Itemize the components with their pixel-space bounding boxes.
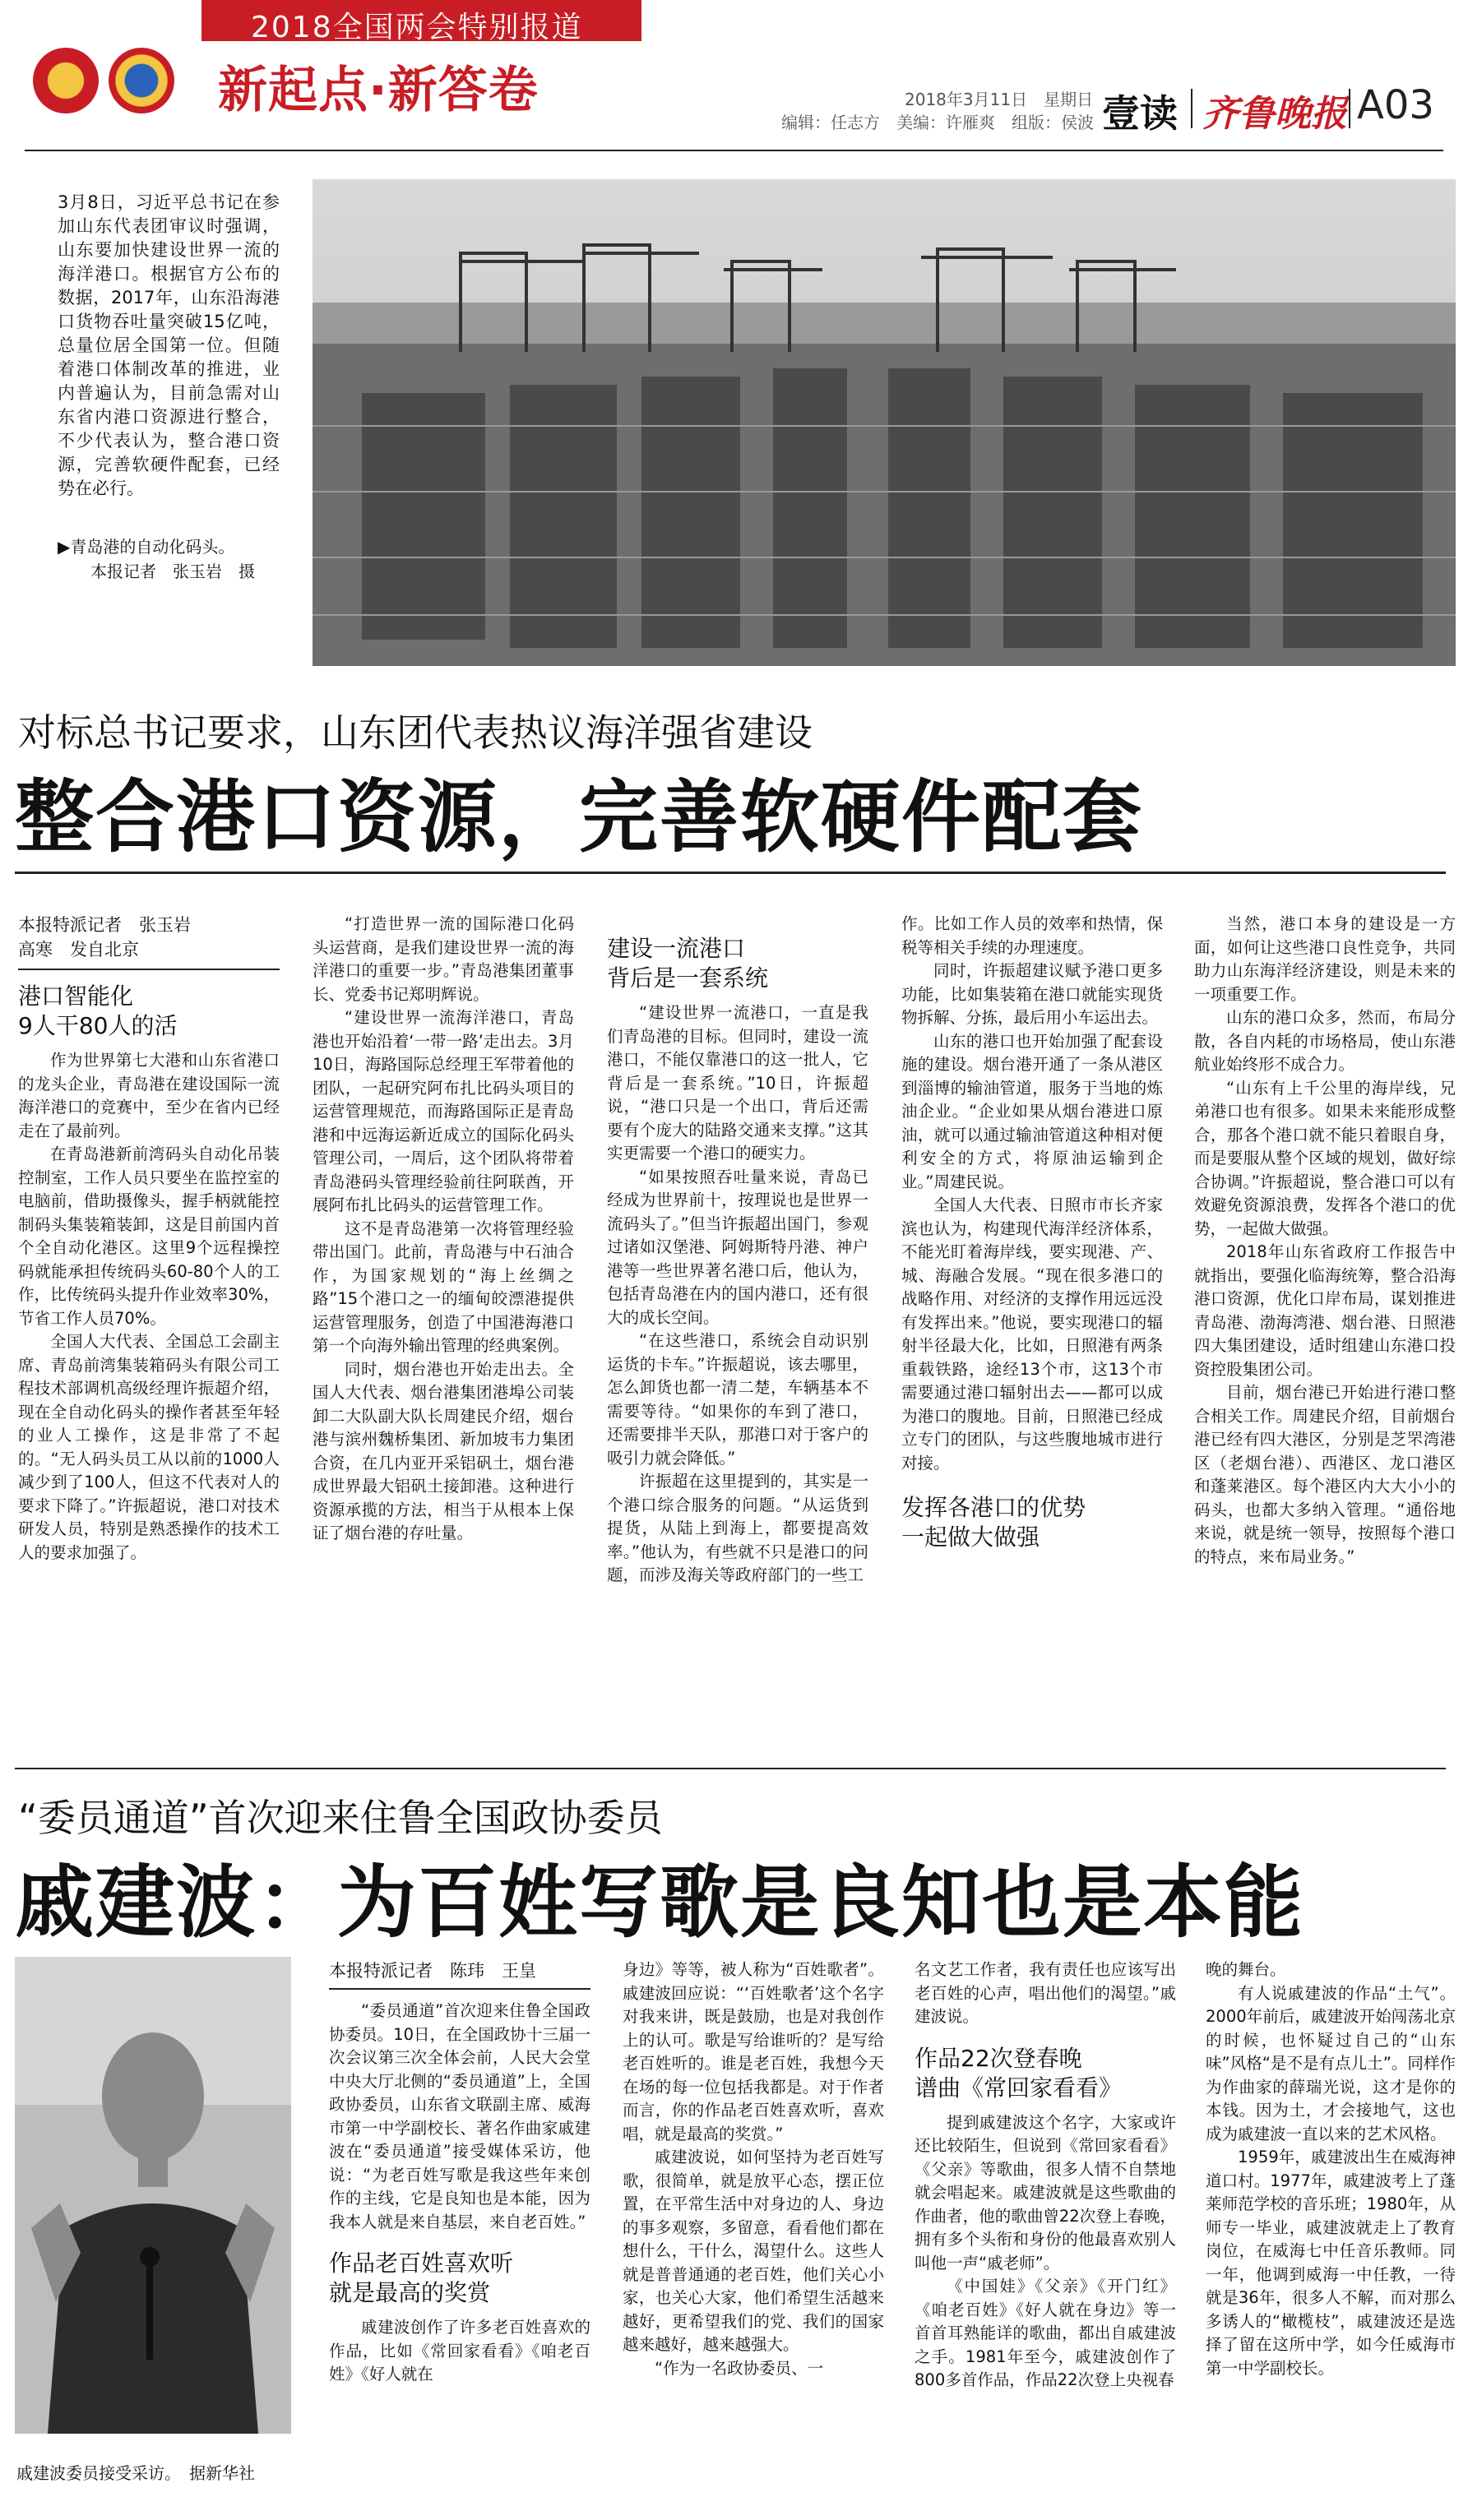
story1-column-2 — [313, 913, 574, 1546]
section-label: 壹读 — [1102, 91, 1178, 136]
paragraph: “如果按照吞吐量来说，青岛已经成为世界前十，按理说也是世界一流码头了。”但当许振超出国门，参观过诸如汉堡港、阿姆斯特丹港、神户港等一些世界著名港口后，他认为，包括青岛港在内的国内港口，还有很大的成长空间。 — [607, 1167, 868, 1327]
subhead — [18, 982, 280, 1041]
story1-column-1 — [18, 913, 280, 1565]
story-separator — [15, 1768, 1446, 1769]
story2-column-2 — [623, 1958, 884, 2380]
subhead-line: 作品老百姓喜欢听 — [329, 2250, 514, 2277]
paragraph: 全国人大代表、日照市市长齐家滨也认为，构建现代海洋经济体系，不能光盯着海岸线，要实现港、产、城、海融合发展。“现在很多港口的战略作用、对经济的支撑作用远远没有发挥出来。”他说，要实现港口的辐射半径最大化，比如，日照港有两条重载铁路，途经13个市，这13个市需要通过港口辐射出去——都可以成为港口的腹地。目前，日照港已经成立专门的团队，与这些腹地城市进行对接。 — [901, 1195, 1163, 1473]
paragraph: 目前，烟台港已开始进行港口整合相关工作。周建民介绍，目前烟台港已经有四大港区，分别是芝罘湾港区（老烟台港）、西港区、龙口港区和蓬莱港区。每个港区内大大小小的码头，也都大多纳入管理。“通俗地来说，就是统一领导，按照每个港口的特点，来布局业务。” — [1194, 1383, 1456, 1566]
headline-rule — [15, 872, 1446, 874]
subhead — [329, 2249, 590, 2308]
subhead-line: 发挥各港口的优势 — [901, 1494, 1086, 1521]
banner-title: 2018全国两会特别报道 — [251, 11, 583, 44]
portrait-photo — [15, 1957, 291, 2434]
paragraph: 有人说戚建波的作品“土气”。2000年前后，戚建波开始闯荡北京的时候，也怀疑过自己的“山东味”风格“是不是有点儿土”。同样作为作曲家的薛瑞光说，这才是你的本钱。因为土，才会接地气，这也成为戚建波一直以来的艺术风格。 — [1206, 1983, 1456, 2143]
photo-caption-text: ▶青岛港的自动化码头。 — [58, 537, 235, 557]
byline: 本报特派记者 陈玮 王皇 — [329, 1961, 536, 1981]
byline: 高寒 发自北京 — [18, 940, 139, 959]
subhead-line: 背后是一套系统 — [607, 964, 769, 992]
paragraph: 《中国娃》《父亲》《开门红》《咱老百姓》《好人就在身边》等一首首耳熟能详的歌曲，都出自戚建波之手。1981年至今，戚建波创作了800多首作品，作品22次登上央视春 — [915, 2277, 1176, 2389]
paragraph: “作为一名政协委员、一 — [655, 2358, 824, 2378]
story1-column-3 — [607, 913, 868, 1588]
story1-headline: 整合港口资源，完善软硬件配套 — [15, 771, 1143, 863]
paragraph: “委员通道”首次迎来住鲁全国政协委员。10日，在全国政协十三届一次会议第三次全体会前，人民大会堂中央大厅北侧的“委员通道”上，全国政协委员，山东省文联副主席、威海市第一中学副校长、著名作曲家戚建波在“委员通道”接受媒体采访，他说：“为老百姓写歌是我这些年来创作的主线，它是良知也是本能，因为我本人就是来自基层，来自老百姓。” — [329, 2001, 590, 2231]
story2-headline: 戚建波：为百姓写歌是良知也是本能 — [15, 1856, 1304, 1949]
paragraph: 作。比如工作人员的效率和热情，保税等相关手续的办理速度。 — [901, 914, 1163, 957]
masthead-divider — [1191, 89, 1192, 128]
paragraph: 戚建波创作了许多老百姓喜欢的作品，比如《常回家看看》《咱老百姓》《好人就在 — [329, 2318, 590, 2384]
issue-date: 2018年3月11日 星期日 — [905, 90, 1094, 109]
subhead-line: 9人干80人的活 — [18, 1012, 178, 1039]
subhead-line: 建设一流港口 — [607, 935, 746, 962]
paragraph: 山东的港口众多，然而，布局分散，各自内耗的市场格局，使山东港航业始终形不成合力。 — [1194, 1008, 1456, 1074]
port-photo — [313, 179, 1456, 666]
paragraph: 山东的港口也开始加强了配套设施的建设。烟台港开通了一条从港区到淄博的输油管道，服务于当地的炼油企业。“企业如果从烟台港进口原油，就可以通过输油管道这种相对便利安全的方式，将原油运输到企业。”周建民说。 — [901, 1031, 1163, 1191]
paragraph: 全国人大代表、全国总工会副主席、青岛前湾集装箱码头有限公司工程技术部调机高级经理许振超介绍，现在全自动化码头的操作者甚至年轻的业人工操作，这是非常了不起的。“无人码头员工从以前的1000人减少到了100人，但这不代表对人的要求下降了。”许振超说，港口对技术研发人员，特别是熟悉操作的技术工人的要求加强了。 — [18, 1332, 280, 1562]
lead-intro: 3月8日，习近平总书记在参加山东代表团审议时强调，山东要加快建设世界一流的海洋港口。根据官方公布的数据，2017年，山东沿海港口货物吞吐量突破15亿吨，总量位居全国第一位。但随着港口体制改革的推进，业内普遍认为，目前急需对山东省内港口资源进行整合，不少代表认为，整合港口资源，完善软硬件配套，已经势在必行。 — [58, 192, 280, 498]
paragraph: “在这些港口，系统会自动识别运货的卡车。”许振超说，该去哪里，怎么卸货也都一清二楚，车辆基本不需要等待。“如果你的车到了港口，还需要排半天队，那港口对于客户的吸引力就会降低。” — [607, 1331, 868, 1468]
subhead — [915, 2044, 1176, 2103]
paragraph: 这不是青岛港第一次将管理经验带出国门。此前，青岛港与中石油合作，为国家规划的“海上丝绸之路”15个港口之一的缅甸皎漂港提供运营管理服务，创造了中国港海港口第一个向海外输出管理的经典案例。 — [313, 1218, 574, 1355]
photo-caption — [58, 534, 288, 584]
paragraph: 当然，港口本身的建设是一方面，如何让这些港口良性竞争，共同助力山东海洋经济建设，则是未来的一项重要工作。 — [1194, 914, 1456, 1004]
paragraph: 提到戚建波这个名字，大家或许还比较陌生，但说到《常回家看看》《父亲》等歌曲，很多人情不自禁地就会唱起来。戚建波就是这些歌曲的作曲者，他的歌曲曾22次登上春晚，拥有多个头衔和身份的他最喜欢别人叫他一声“戚老师”。 — [915, 2112, 1176, 2273]
paragraph: 作为世界第七大港和山东省港口的龙头企业，青岛港在建设国际一流海洋港口的竞赛中，至少在省内已经走在了最前列。 — [18, 1051, 280, 1140]
story2-kicker: “委员通道”首次迎来住鲁全国政协委员 — [18, 1796, 663, 1840]
paragraph: “打造世界一流的国际港口化码头运营商，是我们建设世界一流的海洋港口的重要一步。”青岛港集团董事长、党委书记郑明辉说。 — [313, 914, 574, 1004]
paragraph: “山东有上千公里的海岸线，兄弟港口也有很多。如果未来能形成整合，那各个港口就不能只着眼自身，而是要服从整个区域的规划，做好综合协调。”许振超说，整合港口可以有效避免资源浪费，发挥各个港口的优势，一起做大做强。 — [1194, 1078, 1456, 1238]
paragraph: 许振超在这里提到的，其实是一个港口综合服务的问题。“从运货到提货，从陆上到海上，都要提高效率。”他认为，有些就不只是港口的问题，而涉及海关等政府部门的一些工 — [607, 1472, 868, 1584]
paragraph: 身边》等等，被人称为“百姓歌者”。戚建波回应说：“‘百姓歌者’这个名字对我来讲，既是鼓励，也是对我创作上的认可。歌是写给谁听的？是写给老百姓听的。谁是老百姓，我想今天在场的每一位包括我都是。对于作者而言，你的作品老百姓喜欢听，喜欢唱，就是最高的奖赏。” — [623, 1960, 884, 2143]
national-emblem-icon — [33, 48, 99, 113]
paragraph: 在青岛港新前湾码头自动化吊装控制室，工作人员只要坐在监控室的电脑前，借助摄像头，握手柄就能控制码头集装箱装卸，这是目前国内首个全自动化港区。这里9个远程操控码就能承担传统码头60-80个人的工作，比传统码头提升作业效率30%，节省工作人员70%。 — [18, 1144, 280, 1328]
cppcc-emblem-icon — [109, 48, 174, 113]
story1-column-4 — [901, 913, 1163, 1561]
portrait-caption: 戚建波委员接受采访。 据新华社 — [16, 2463, 255, 2483]
story2-column-3 — [915, 1958, 1176, 2393]
subhead-line: 作品22次登春晚 — [915, 2044, 1082, 2072]
paragraph: 同时，烟台港也开始走出去。全国人大代表、烟台港集团港埠公司装卸二大队副大队长周建民介绍，烟台港与滨州魏桥集团、新加坡韦力集团合资，在几内亚开采铝矾土，烟台港成世界最大铝矾土接卸港。这种进行资源承揽的方法，相当于从根本上保证了烟台港的存吐量。 — [313, 1359, 574, 1542]
paragraph: 2018年山东省政府工作报告中就指出，要强化临海统筹，整合沿海港口资源，优化口岸布局，谋划推进青岛港、渤海湾港、烟台港、日照港四大集团建设，适时组建山东港口投资控股集团公司。 — [1194, 1242, 1456, 1379]
editor-credits: 编辑：任志方 美编：许雁爽 组版：侯波 — [781, 113, 1094, 132]
byline-rule — [18, 969, 280, 970]
paragraph: 同时，许振超建议赋予港口更多功能，比如集装箱在港口就能实现货物拆解、分拣，最后用小车运出去。 — [901, 961, 1163, 1027]
paragraph: 戚建波说，如何坚持为老百姓写歌，很简单，就是放平心态，摆正位置，在平常生活中对身边的人、身边的事多观察，多留意，看看他们都在想什么，干什么，渴望什么。这些人就是普普通通的老百姓，他们关心小家，也关心大家，他们希望生活越来越好，更希望我们的党、我们的国家越来越好，越来越强大。 — [623, 2148, 884, 2354]
subhead-line: 谱曲《常回家看看》 — [915, 2074, 1123, 2102]
subhead-line: 一起做大做强 — [901, 1524, 1040, 1551]
masthead-rule — [25, 150, 1443, 151]
page-number: A03 — [1357, 82, 1434, 128]
subhead-line: 港口智能化 — [18, 983, 134, 1010]
paragraph: “建设世界一流海洋港口，青岛港也开始沿着‘一带一路’走出去。3月10日，海路国际总经理王军带着他的团队，一起研究阿布扎比码头项目的运营管理规范，而海路国际正是青岛港和中远海运新近成立的国际化码头管理公司，一周后，这个团队将带着青岛港码头管理经验前往阿联酋，开展阿布扎比码头的运营管理工作。 — [313, 1008, 574, 1214]
photo-credit: 本报记者 张玉岩 摄 — [90, 562, 255, 581]
paragraph: 晚的舞台。 — [1206, 1960, 1286, 1979]
paragraph: “建设世界一流港口，一直是我们青岛港的目标。但同时，建设一流港口，不能仅靠港口的这一批人，它背后是一套系统。”10日，许振超说，“港口只是一个出口，背后还需要有个庞大的陆路交通来支撑。”这其实更需要一个港口的硬实力。 — [607, 1003, 868, 1163]
story2-column-1 — [329, 1958, 590, 2387]
masthead-divider — [1349, 89, 1350, 128]
story1-column-5 — [1194, 913, 1456, 1569]
paragraph: 名文艺工作者，我有责任也应该写出老百姓的心声，唱出他们的渴望。”戚建波说。 — [915, 1960, 1176, 2026]
subhead — [901, 1493, 1163, 1552]
subhead — [607, 934, 868, 993]
story1-kicker: 对标总书记要求，山东团代表热议海洋强省建设 — [18, 710, 813, 755]
masthead-banner — [33, 0, 658, 119]
paragraph: 1959年，戚建波出生在威海神道口村。1977年，戚建波考上了蓬莱师范学校的音乐班；1980年，从师专一毕业，戚建波就走上了教育岗位，在威海七中任音乐教师。同一年，他调到威海一中任教，一待就是36年，很多人不解，而对那么多诱人的“橄榄枝”，戚建波还是选择了留在这所中学，如今任威海市第一中学副校长。 — [1206, 2148, 1456, 2378]
byline: 本报特派记者 张玉岩 — [18, 915, 191, 935]
byline-rule — [329, 1988, 590, 1990]
banner-slogan: 新起点·新答卷 — [218, 62, 539, 119]
story2-column-4 — [1206, 1958, 1456, 2380]
subhead-line: 就是最高的奖赏 — [329, 2279, 491, 2306]
banner-bar — [201, 0, 641, 44]
newspaper-logo: 齐鲁晚报 — [1202, 93, 1347, 135]
